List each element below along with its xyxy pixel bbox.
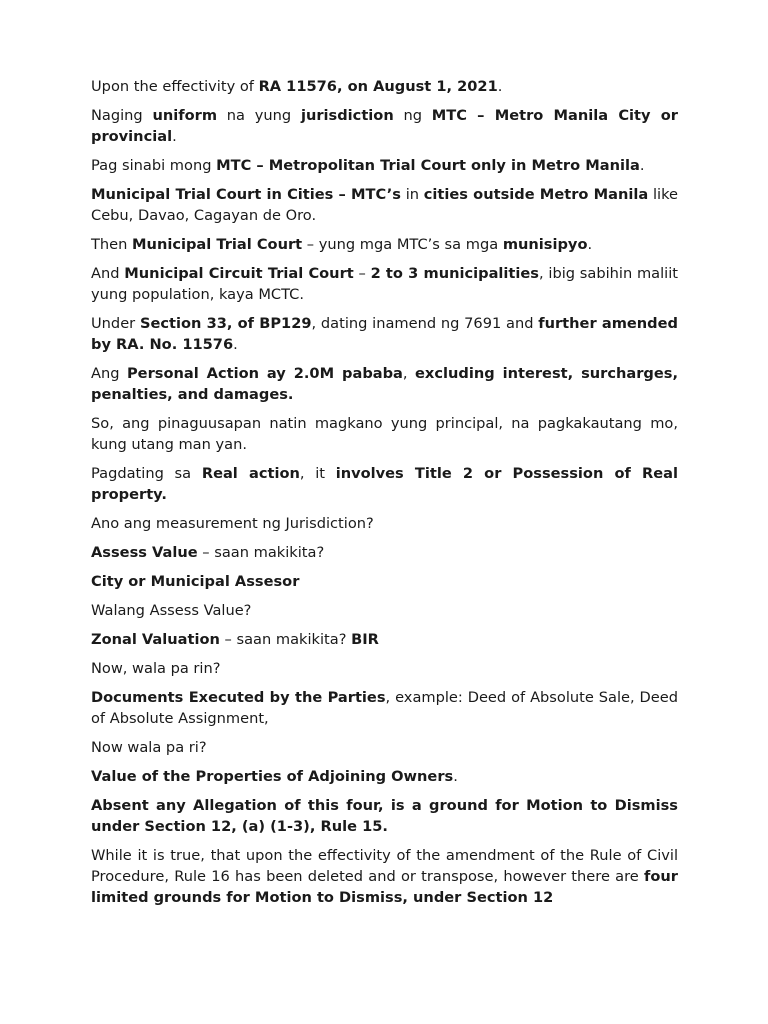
- text-run: – saan makikita?: [197, 544, 325, 561]
- paragraph: [91, 363, 678, 405]
- document-body: [91, 76, 678, 916]
- text-run: .: [587, 236, 593, 253]
- paragraph: [91, 513, 678, 534]
- text-run: , ibig sabihin maliit yung population, kaya MCTC.: [91, 265, 679, 303]
- text-run-bold: Value of the Properties of Adjoining Owners: [91, 768, 454, 785]
- paragraph: [91, 737, 678, 758]
- text-run: Now wala pa ri?: [91, 739, 207, 756]
- text-run: Under: [91, 315, 140, 332]
- text-run-bold: Section 33, of BP129: [139, 315, 312, 332]
- text-run: , it: [299, 465, 336, 482]
- paragraph: [91, 845, 678, 908]
- text-run-bold: RA 11576, on August 1, 2021: [258, 78, 498, 95]
- text-run-bold: Municipal Trial Court: [132, 236, 303, 253]
- text-run-bold: excluding interest, surcharges, penalties, and damages.: [91, 365, 679, 403]
- text-run: na yung: [217, 107, 301, 124]
- paragraph: [91, 234, 678, 255]
- text-run: While it is true, that upon the effectivity of the amendment of the Rule of Civil Procedure, Rule 16 has been deleted and or transpose, however there are: [91, 847, 678, 885]
- text-run: Ang: [91, 365, 127, 382]
- text-run-bold: City or Municipal Assesor: [91, 573, 300, 590]
- text-run-bold: Assess Value: [91, 544, 198, 561]
- text-run: Ano ang measurement ng Jurisdiction?: [91, 515, 374, 532]
- text-run: ng: [393, 107, 432, 124]
- text-run: Upon the effectivity of: [91, 78, 259, 95]
- text-run: in: [400, 186, 424, 203]
- text-run-bold: jurisdiction: [300, 107, 394, 124]
- text-run: .: [497, 78, 503, 95]
- paragraph: [91, 542, 678, 563]
- text-run: Naging: [91, 107, 153, 124]
- text-run: , example: Deed of Absolute Sale, Deed of Absolute Assignment,: [91, 689, 679, 727]
- text-run: Then: [91, 236, 133, 253]
- text-run: And: [91, 265, 125, 282]
- text-run-bold: cities outside Metro Manila: [423, 186, 649, 203]
- paragraph: [91, 600, 678, 621]
- text-run: So, ang pinaguusapan natin magkano yung principal, na pagkakautang mo, kung utang man yan.: [91, 415, 678, 453]
- text-run: Pagdating sa: [91, 465, 202, 482]
- text-run-bold: Zonal Valuation: [91, 631, 220, 648]
- text-run: .: [172, 128, 177, 145]
- paragraph: [91, 795, 678, 837]
- text-run: Walang Assess Value?: [91, 602, 252, 619]
- text-run-bold: Real action: [201, 465, 300, 482]
- text-run: , dating inamend ng 7691 and: [311, 315, 539, 332]
- text-run-bold: MTC – Metro Manila City or provincial: [91, 107, 678, 145]
- text-run-bold: 2 to 3 municipalities: [370, 265, 539, 282]
- text-run-bold: MTC – Metropolitan Trial Court only in Metro Manila: [216, 157, 640, 174]
- paragraph: [91, 184, 678, 226]
- text-run: – saan makikita?: [219, 631, 352, 648]
- text-run: ,: [402, 365, 416, 382]
- text-run-bold: Absent any Allegation of this four, is a ground for Motion to Dismiss under Section 12, (a) (1-3), Rule 15.: [91, 797, 678, 835]
- paragraph: [91, 155, 678, 176]
- text-run-bold: Personal Action ay 2.0M pababa: [126, 365, 403, 382]
- paragraph: [91, 658, 678, 679]
- paragraph: [91, 413, 678, 455]
- paragraph: [91, 687, 678, 729]
- text-run: .: [453, 768, 458, 785]
- text-run: .: [233, 336, 238, 353]
- text-run: like Cebu, Davao, Cagayan de Oro.: [91, 186, 678, 224]
- paragraph: [91, 629, 678, 650]
- paragraph: [91, 76, 678, 97]
- text-run-bold: four limited grounds for Motion to Dismiss, under Section 12: [91, 868, 678, 906]
- text-run-bold: munisipyo: [502, 236, 588, 253]
- text-run: .: [639, 157, 645, 174]
- text-run-bold: uniform: [152, 107, 218, 124]
- text-run: Now, wala pa rin?: [91, 660, 221, 677]
- text-run-bold: Municipal Trial Court in Cities – MTC’s: [91, 186, 401, 203]
- paragraph: [91, 105, 678, 147]
- text-run-bold: involves Title 2 or Possession of Real property.: [91, 465, 678, 503]
- paragraph: [91, 313, 678, 355]
- text-run-bold: Municipal Circuit Trial Court: [124, 265, 354, 282]
- text-run-bold: Documents Executed by the Parties: [91, 689, 386, 706]
- paragraph: [91, 766, 678, 787]
- paragraph: [91, 263, 678, 305]
- text-run-bold: BIR: [351, 631, 379, 648]
- text-run: – yung mga MTC’s sa mga: [302, 236, 503, 253]
- paragraph: [91, 571, 678, 592]
- text-run: –: [353, 265, 371, 282]
- text-run: Pag sinabi mong: [91, 157, 217, 174]
- text-run-bold: further amended by RA. No. 11576: [91, 315, 678, 353]
- paragraph: [91, 463, 678, 505]
